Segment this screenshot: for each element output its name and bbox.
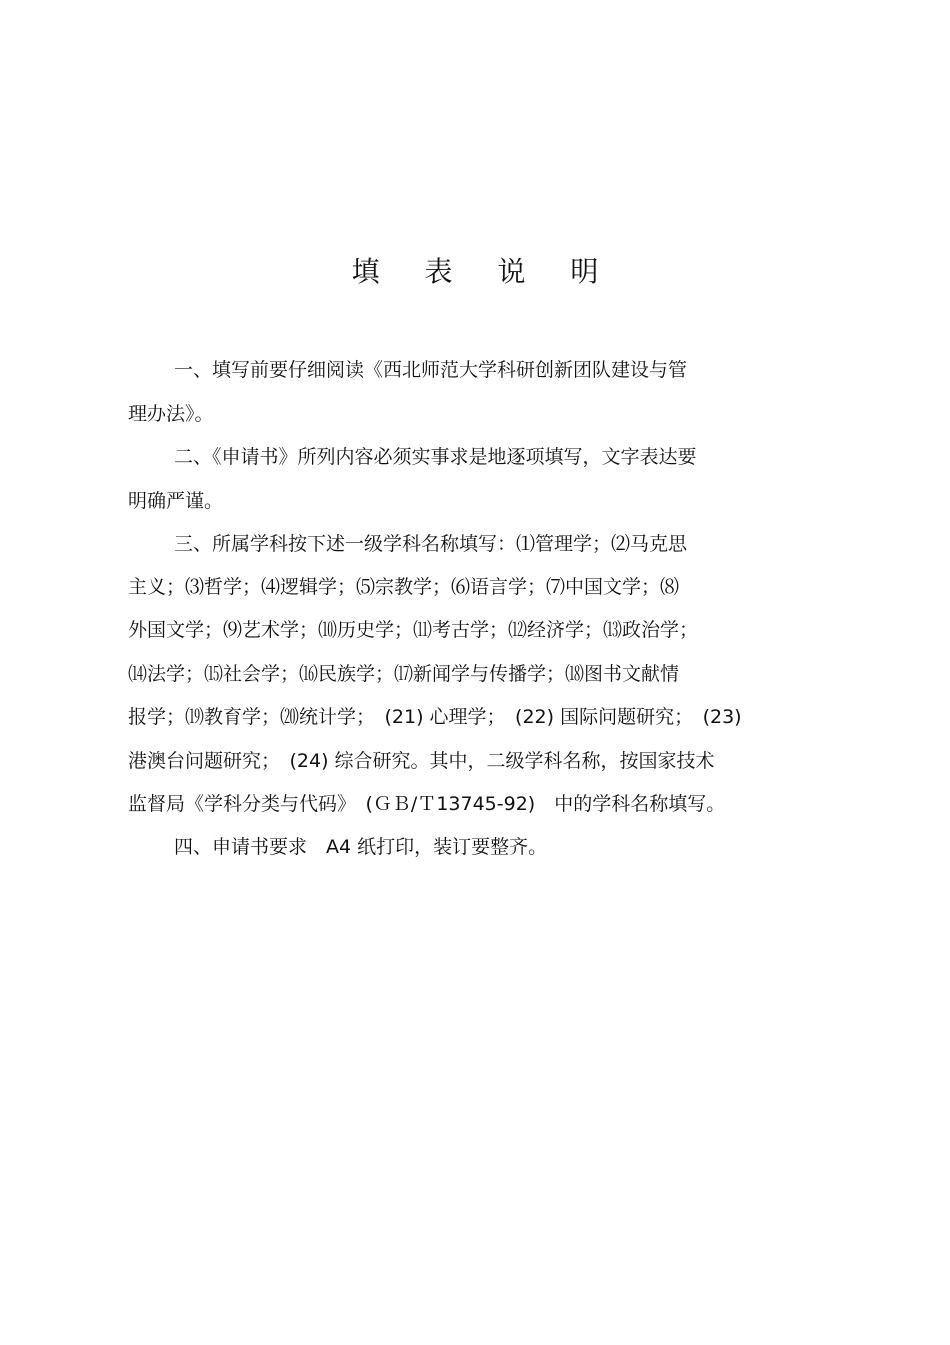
paragraph-line: 主义；⑶哲学；⑷逻辑学；⑸宗教学；⑹语言学；⑺中国文学；⑻ bbox=[128, 576, 680, 598]
paragraph-line: 外国文学；⑼艺术学；⑽历史学；⑾考古学；⑿经济学；⒀政治学； bbox=[128, 619, 699, 641]
paragraph-line: 监督局《学科分类与代码》 (ＧＢ/Ｔ13745-92) 中的学科名称填写。 bbox=[128, 793, 726, 815]
paragraph-line: 明确严谨。 bbox=[128, 490, 224, 512]
paragraph-line: 一、填写前要仔细阅读《西北师范大学科研创新团队建设与管 bbox=[174, 359, 688, 381]
paragraph-line: ⒁法学；⒂社会学；⒃民族学；⒄新闻学与传播学；⒅图书文献情 bbox=[128, 663, 680, 685]
page-title: 填 表 说 明 bbox=[351, 255, 617, 288]
paragraph-line: 三、所属学科按下述一级学科名称填写：⑴管理学；⑵马克思 bbox=[174, 533, 688, 555]
paragraph-line: 报学；⒆教育学；⒇统计学； (21) 心理学； (22) 国际问题研究； (23) bbox=[128, 706, 742, 728]
paragraph-line: 理办法》。 bbox=[128, 403, 214, 425]
paragraph-line: 港澳台问题研究； (24) 综合研究。其中，二级学科名称，按国家技术 bbox=[128, 750, 715, 772]
paragraph-line: 二、《申请书》所列内容必须实事求是地逐项填写，文字表达要 bbox=[174, 446, 697, 468]
paragraph-line: 四、申请书要求 A4 纸打印，装订要整齐。 bbox=[174, 836, 548, 858]
